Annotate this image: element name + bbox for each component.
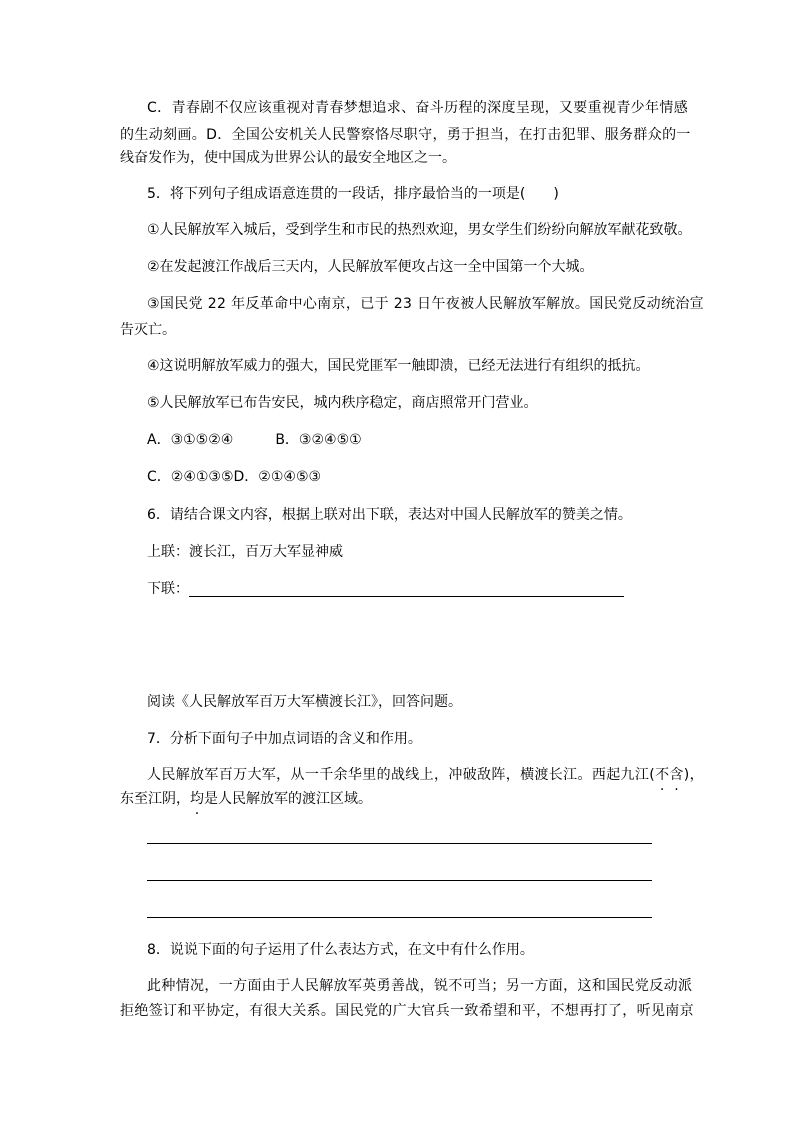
q7-text-part: 东至江阴， [120, 791, 190, 807]
question-5: 5．将下列句子组成语意连贯的一段话，排序最恰当的一项是( ) [147, 186, 559, 202]
answer-line-lower-couplet[interactable] [189, 596, 624, 597]
options-a-b: A．③①⑤②④ B．③②④⑤① [147, 432, 362, 448]
question-6: 6．请结合课文内容，根据上联对出下联，表达对中国人民解放军的赞美之情。 [147, 507, 632, 523]
upper-couplet: 上联：渡长江，百万大军显神威 [147, 544, 343, 560]
answer-line-2[interactable] [147, 880, 652, 881]
answer-line-3[interactable] [147, 917, 652, 918]
option-c-d-line-2: 的生动刻画。D．全国公安机关人民警察恪尽职守，勇于担当，在打击犯罪、服务群众的一 [120, 127, 691, 143]
question-8: 8．说说下面的句子运用了什么表达方式，在文中有什么作用。 [147, 942, 534, 958]
question-7-text-line-2 [120, 789, 372, 809]
dotted-word: 均 [190, 791, 204, 807]
question-7: 7．分析下面句子中加点词语的含义和作用。 [147, 731, 422, 747]
sentence-3-line-2: 告灭亡。 [120, 322, 176, 338]
question-7-text-line-1 [147, 765, 704, 785]
sentence-3-line-1: ③国民党 22 年反革命中心南京，已于 23 日午夜被人民解放军解放。国民党反动统治宣 [147, 296, 705, 312]
option-c-d-line-3: 线奋发作为，使中国成为世界公认的最安全地区之一。 [120, 150, 456, 166]
lower-couplet-label: 下联： [147, 581, 189, 597]
question-8-text-line-2: 拒绝签订和平协定，有很大关系。国民党的广大官兵一致希望和平，不想再打了，听见南京 [120, 1003, 694, 1019]
option-c-d-line-1: C．青春剧不仅应该重视对青春梦想追求、奋斗历程的深度呈现，又要重视青少年情感 [147, 100, 689, 116]
sentence-5: ⑤人民解放军已布告安民，城内秩序稳定，商店照常开门营业。 [147, 395, 538, 411]
q7-text-part: 人民解放军百万大军，从一千余华里的战线上，冲破敌阵，横渡长江。西起九江( [147, 767, 656, 783]
question-8-text-line-1: 此种情况，一方面由于人民解放军英勇善战，锐不可当；另一方面，这和国民党反动派 [147, 978, 693, 994]
reading-instruction: 阅读《人民解放军百万大军横渡长江》，回答问题。 [147, 694, 462, 710]
sentence-2: ②在发起渡江作战后三天内，人民解放军便攻占这一全中国第一个大城。 [147, 259, 594, 275]
answer-line-1[interactable] [147, 843, 652, 844]
sentence-4: ④这说明解放军威力的强大，国民党匪军一触即溃，已经无法进行有组织的抵抗。 [147, 358, 650, 374]
options-c-d: C．②④①③⑤D．②①④⑤③ [147, 469, 322, 485]
sentence-1: ①人民解放军入城后，受到学生和市民的热烈欢迎，男女学生们纷纷向解放军献花致敬。 [147, 222, 692, 238]
q7-text-part: 是人民解放军的渡江区域。 [204, 791, 372, 807]
dotted-word: 含 [669, 767, 684, 783]
dotted-word: 不 [655, 767, 670, 783]
q7-text-part: )， [683, 767, 704, 783]
